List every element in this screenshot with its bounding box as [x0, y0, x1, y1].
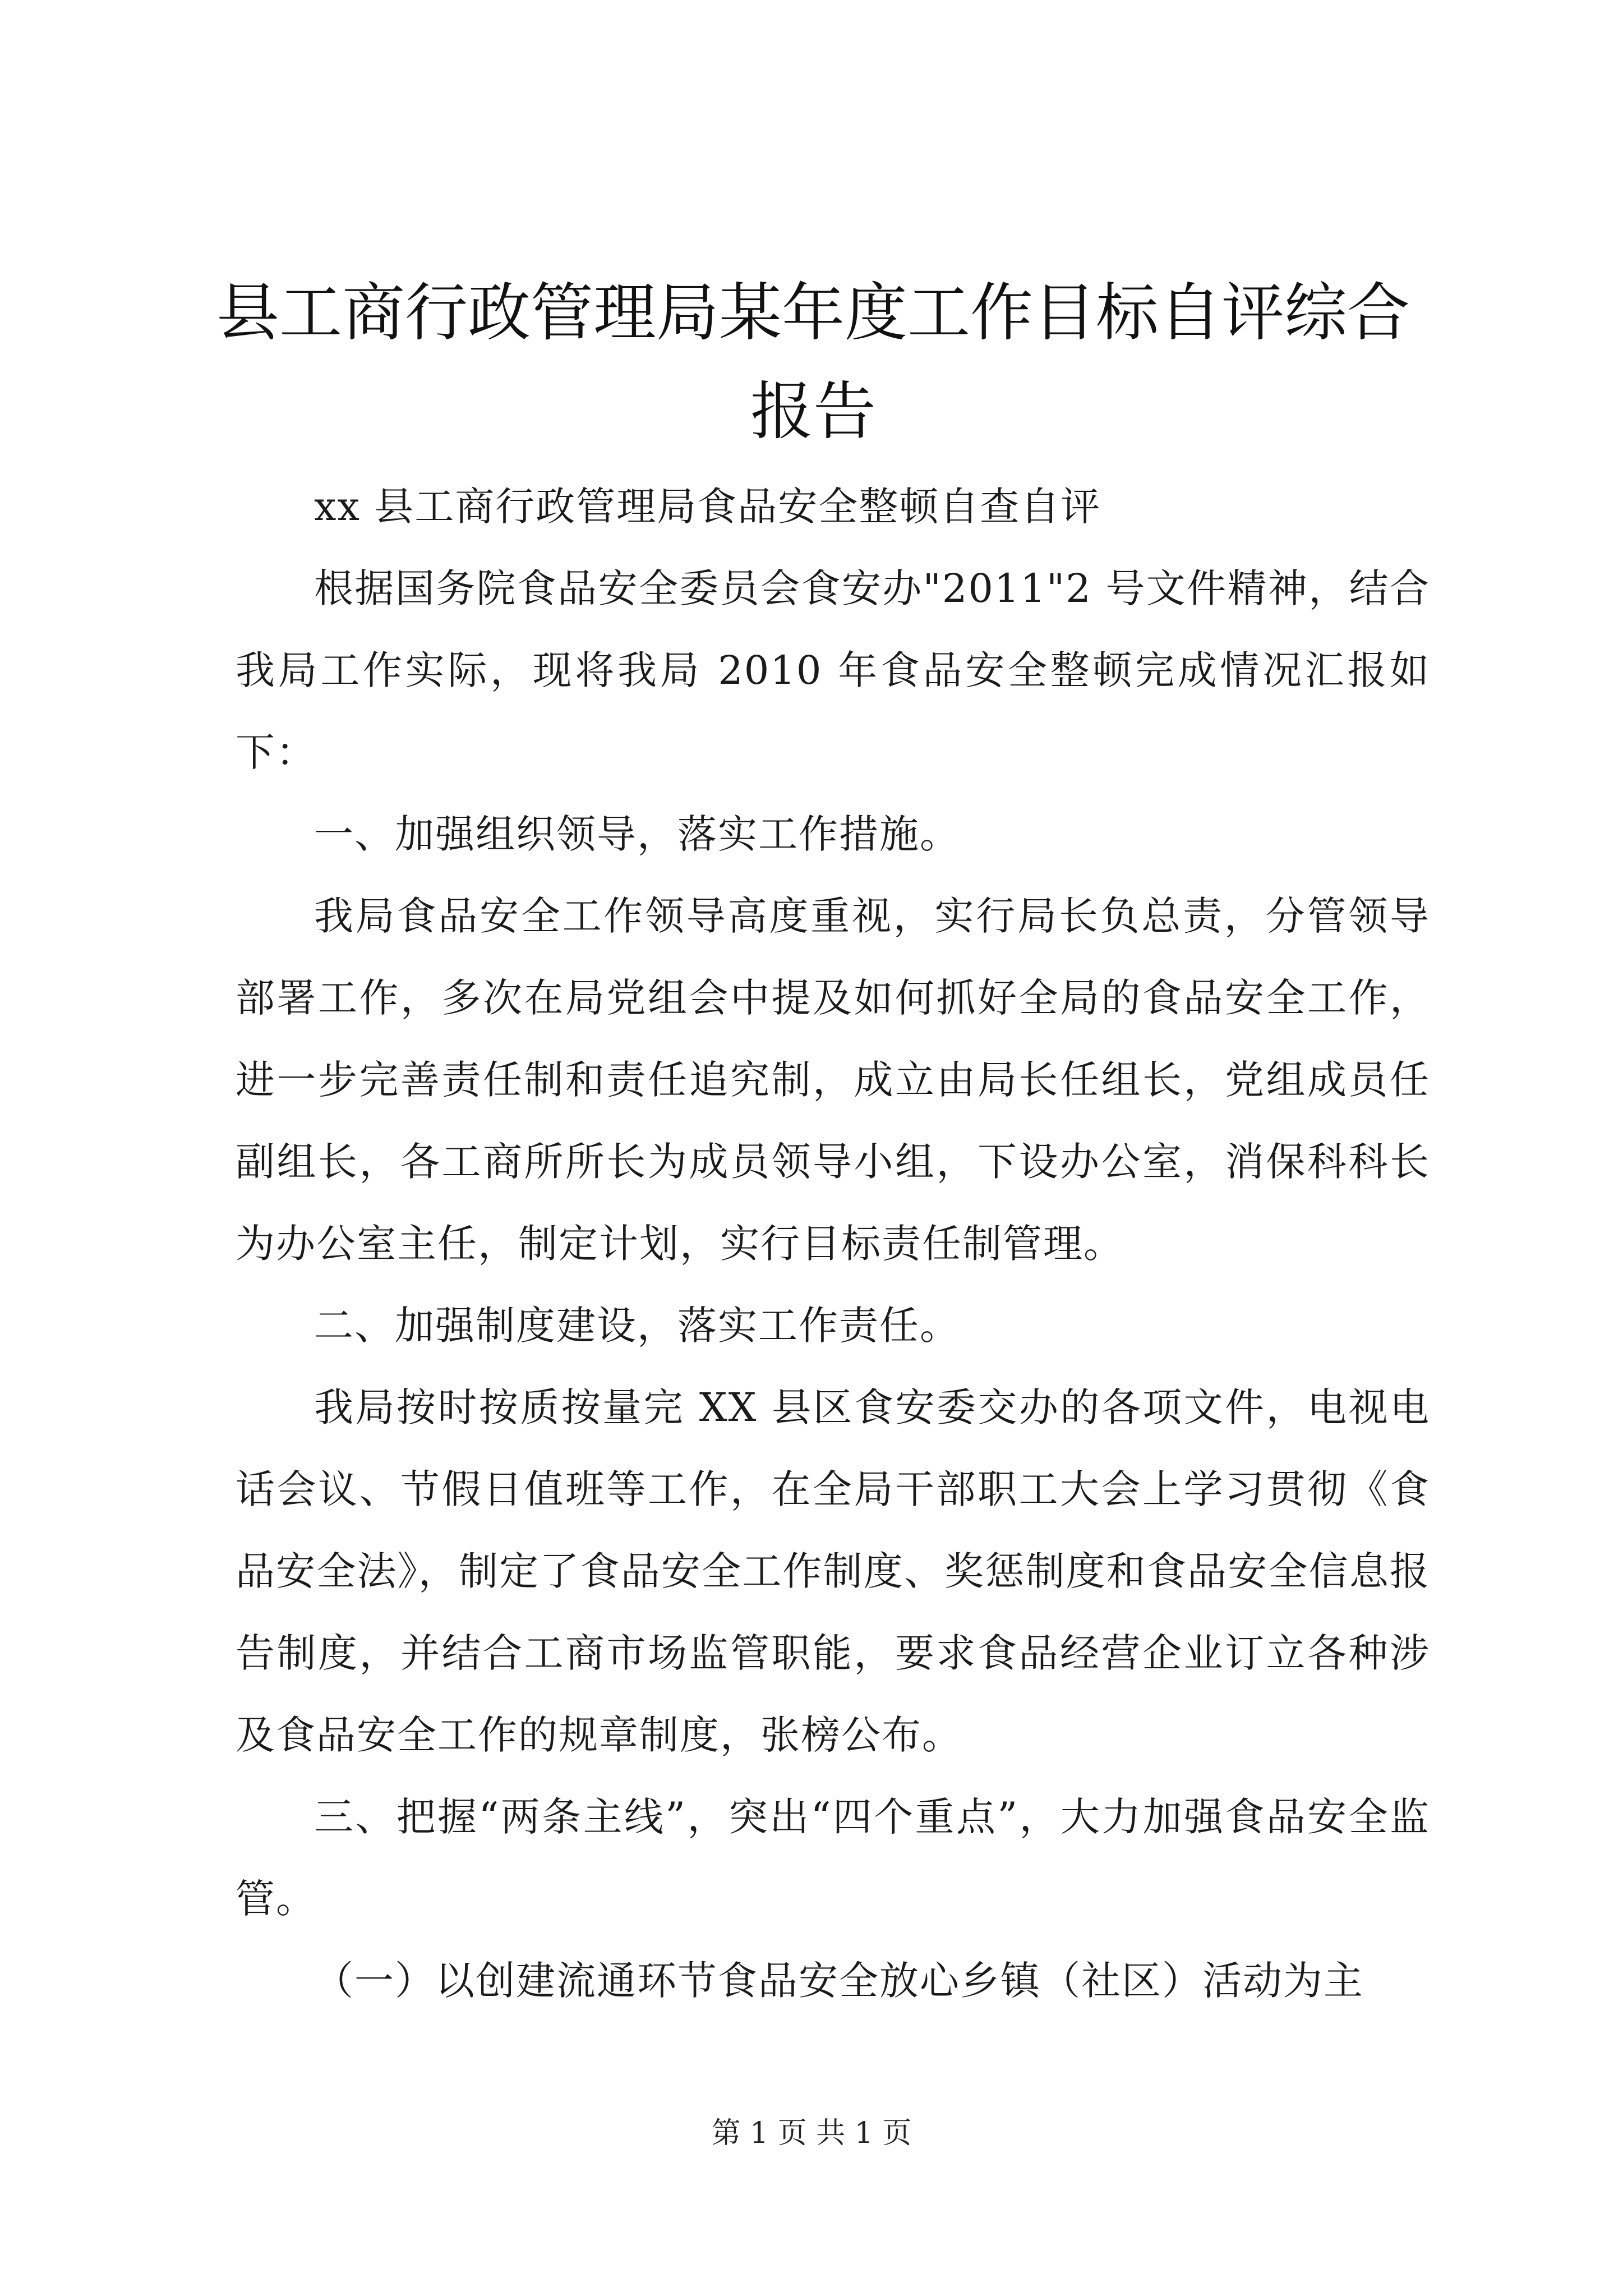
page-footer: 第 1 页 共 1 页 — [711, 2116, 912, 2150]
document-title: 县工商行政管理局某年度工作目标自评综合报告 — [216, 277, 1410, 448]
document-body — [236, 466, 1430, 2022]
paragraph-intro: 根据国务院食品安全委员会食安办"2011"2 号文件精神，结合我局工作实际，现将我局 2010 年食品安全整顿完成情况汇报如下： — [236, 565, 1430, 775]
paragraph-subtitle: xx 县工商行政管理局食品安全整顿自查自评 — [314, 484, 1101, 530]
paragraph-section-2: 我局按时按质按量完 XX 县区食安委交办的各项文件，电视电话会议、节假日值班等工作，在全局干部职工大会上学习贯彻《食品安全法》，制定了食品安全工作制度、奖惩制度和食品安全信息报告制度，并结合工商市场监管职能，要求食品经营企业订立各种涉及食品安全工作的规章制度，张榜公布。 — [236, 1384, 1430, 1758]
section-heading-2: 二、加强制度建设，落实工作责任。 — [314, 1303, 960, 1349]
section-heading-3: 三、把握“两条主线”，突出“四个重点”，大力加强食品安全监管。 — [236, 1794, 1430, 1922]
paragraph-section-1: 我局食品安全工作领导高度重视，实行局长负总责，分管领导部署工作，多次在局党组会中提及如何抓好全局的食品安全工作，进一步完善责任制和责任追究制，成立由局长任组长，党组成员任副组长，各工商所所长为成员领导小组，下设办公室，消保科科长为办公室主任，制定计划，实行目标责任制管理。 — [236, 893, 1430, 1267]
section-heading-1: 一、加强组织领导，落实工作措施。 — [314, 811, 960, 857]
subsection-heading-1: （一）以创建流通环节食品安全放心乡镇（社区）活动为主 — [314, 1958, 1364, 2004]
